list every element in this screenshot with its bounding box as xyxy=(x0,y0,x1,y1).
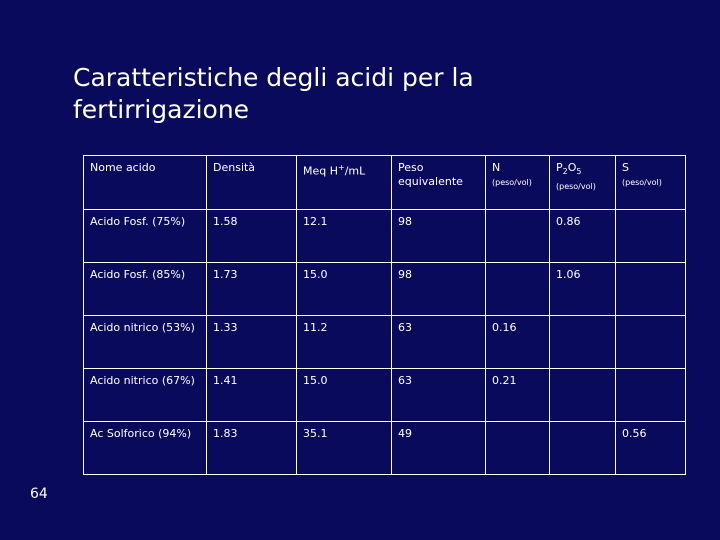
header-nome-acido: Nome acido xyxy=(84,156,207,210)
cell-name: Acido nitrico (53%) xyxy=(84,316,207,369)
cell-meq: 12.1 xyxy=(297,210,392,263)
cell-name: Acido nitrico (67%) xyxy=(84,369,207,422)
header-meq: Meq H+/mL xyxy=(297,156,392,210)
cell-s: 0.56 xyxy=(616,422,686,475)
cell-weight: 98 xyxy=(392,263,486,316)
cell-p2o5: 0.86 xyxy=(550,210,616,263)
slide-title-line2: fertirrigazione xyxy=(73,95,250,124)
header-densita: Densità xyxy=(207,156,297,210)
cell-s xyxy=(616,316,686,369)
table-row xyxy=(84,263,686,316)
cell-weight: 63 xyxy=(392,316,486,369)
cell-n xyxy=(486,263,550,316)
header-peso-equivalente: Peso equivalente xyxy=(392,156,486,210)
cell-s xyxy=(616,210,686,263)
acid-characteristics-table xyxy=(83,155,686,475)
page-number: 64 xyxy=(30,486,48,502)
table-row xyxy=(84,369,686,422)
cell-meq: 11.2 xyxy=(297,316,392,369)
cell-density: 1.73 xyxy=(207,263,297,316)
cell-meq: 35.1 xyxy=(297,422,392,475)
cell-p2o5 xyxy=(550,369,616,422)
slide-title-line1: Caratteristiche degli acidi per la xyxy=(73,63,474,92)
header-n: N (peso/vol) xyxy=(486,156,550,210)
table-row xyxy=(84,422,686,475)
cell-density: 1.83 xyxy=(207,422,297,475)
cell-name: Acido Fosf. (75%) xyxy=(84,210,207,263)
cell-n: 0.16 xyxy=(486,316,550,369)
cell-p2o5 xyxy=(550,422,616,475)
cell-meq: 15.0 xyxy=(297,369,392,422)
slide-title xyxy=(73,62,633,126)
table-row xyxy=(84,316,686,369)
cell-n xyxy=(486,422,550,475)
cell-name: Acido Fosf. (85%) xyxy=(84,263,207,316)
cell-n xyxy=(486,210,550,263)
cell-meq: 15.0 xyxy=(297,263,392,316)
header-p2o5: $P_2O_5$ (peso/vol) xyxy=(550,156,616,210)
cell-weight: 98 xyxy=(392,210,486,263)
cell-density: 1.58 xyxy=(207,210,297,263)
cell-density: 1.33 xyxy=(207,316,297,369)
cell-weight: 63 xyxy=(392,369,486,422)
cell-weight: 49 xyxy=(392,422,486,475)
cell-s xyxy=(616,263,686,316)
cell-n: 0.21 xyxy=(486,369,550,422)
cell-p2o5: 1.06 xyxy=(550,263,616,316)
cell-density: 1.41 xyxy=(207,369,297,422)
header-s: S (peso/vol) xyxy=(616,156,686,210)
cell-p2o5 xyxy=(550,316,616,369)
cell-name: Ac Solforico (94%) xyxy=(84,422,207,475)
table-row xyxy=(84,210,686,263)
table-header-row xyxy=(84,156,686,210)
cell-s xyxy=(616,369,686,422)
